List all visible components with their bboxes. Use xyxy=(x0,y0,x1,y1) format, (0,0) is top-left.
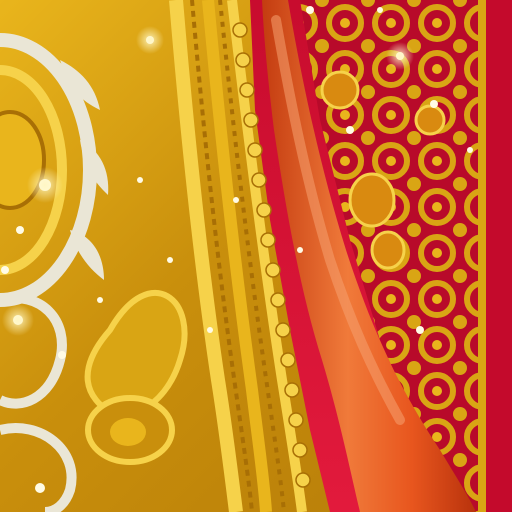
red-border-strip xyxy=(486,0,512,512)
gold-edge-line xyxy=(478,0,486,512)
